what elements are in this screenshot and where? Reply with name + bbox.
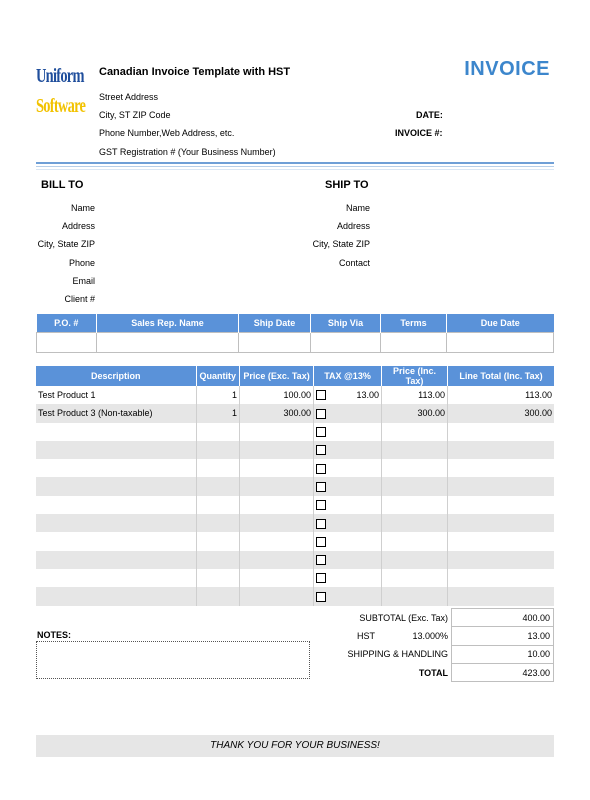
- item-quantity-cell[interactable]: [196, 532, 240, 550]
- item-line-total-cell[interactable]: [448, 477, 554, 495]
- item-price-exc-cell[interactable]: 300.00: [240, 404, 314, 422]
- taxable-checkbox[interactable]: [316, 445, 326, 455]
- item-price-inc-cell[interactable]: [382, 532, 448, 550]
- price-exc-header: Price (Exc. Tax): [240, 366, 314, 386]
- bill-to-heading: BILL TO: [41, 179, 84, 191]
- item-line-total-cell[interactable]: [448, 459, 554, 477]
- item-description-cell[interactable]: [36, 441, 196, 459]
- item-line-total-cell[interactable]: [448, 569, 554, 587]
- taxable-checkbox[interactable]: [316, 592, 326, 602]
- line-total-header: Line Total (Inc. Tax): [448, 366, 554, 386]
- item-price-exc-cell[interactable]: [240, 569, 314, 587]
- item-price-inc-cell[interactable]: [382, 496, 448, 514]
- item-quantity-cell[interactable]: [196, 514, 240, 532]
- item-quantity-cell[interactable]: 1: [196, 386, 240, 404]
- taxable-checkbox[interactable]: [316, 537, 326, 547]
- order-info-table: [36, 314, 554, 353]
- shipping-value[interactable]: 10.00: [452, 645, 554, 663]
- item-description-cell[interactable]: [36, 459, 196, 477]
- notes-label: NOTES:: [37, 630, 72, 640]
- shipping-label: SHIPPING & HANDLING: [347, 649, 448, 660]
- table-row: [36, 477, 554, 495]
- item-quantity-cell[interactable]: [196, 423, 240, 441]
- hst-rate[interactable]: 13.000%: [412, 630, 448, 641]
- item-line-total-cell[interactable]: [448, 514, 554, 532]
- item-tax-cell: [314, 551, 382, 569]
- item-price-inc-cell[interactable]: 300.00: [382, 404, 448, 422]
- item-price-exc-cell[interactable]: [240, 423, 314, 441]
- item-quantity-cell[interactable]: [196, 587, 240, 605]
- table-row: [36, 569, 554, 587]
- item-price-inc-cell[interactable]: [382, 423, 448, 441]
- line-items-table: [36, 366, 554, 606]
- item-price-exc-cell[interactable]: [240, 496, 314, 514]
- notes-field[interactable]: [36, 641, 310, 679]
- taxable-checkbox[interactable]: [316, 573, 326, 583]
- taxable-checkbox[interactable]: [316, 390, 326, 400]
- bill-to-city-label: City, State ZIP: [37, 239, 95, 249]
- sales-rep-header: Sales Rep. Name: [97, 314, 239, 332]
- item-tax-cell: [314, 459, 382, 477]
- item-price-exc-cell[interactable]: [240, 587, 314, 605]
- taxable-checkbox[interactable]: [316, 500, 326, 510]
- terms-header: Terms: [381, 314, 447, 332]
- item-tax-cell: [314, 423, 382, 441]
- item-description-cell[interactable]: [36, 514, 196, 532]
- ship-via-header: Ship Via: [311, 314, 381, 332]
- table-row: [36, 587, 554, 605]
- item-price-inc-cell[interactable]: [382, 459, 448, 477]
- item-description-cell[interactable]: [36, 551, 196, 569]
- hst-value: 13.00: [452, 627, 554, 645]
- table-row: [36, 423, 554, 441]
- taxable-checkbox[interactable]: [316, 555, 326, 565]
- date-label: DATE:: [416, 110, 443, 120]
- ship-to-contact-label: Contact: [338, 258, 370, 268]
- item-price-inc-cell[interactable]: [382, 514, 448, 532]
- table-row: [36, 404, 554, 422]
- item-description-cell[interactable]: Test Product 3 (Non-taxable): [36, 404, 196, 422]
- item-tax-cell: [314, 477, 382, 495]
- item-description-cell[interactable]: [36, 569, 196, 587]
- item-tax-value: 13.00: [356, 389, 380, 400]
- item-price-inc-cell[interactable]: 113.00: [382, 386, 448, 404]
- hst-label: HST: [357, 630, 375, 641]
- item-description-cell[interactable]: Test Product 1: [36, 386, 196, 404]
- due-date-cell[interactable]: [447, 332, 554, 352]
- item-tax-cell: [314, 514, 382, 532]
- item-quantity-cell[interactable]: [196, 551, 240, 569]
- subtotal-label: SUBTOTAL (Exc. Tax): [359, 612, 448, 623]
- item-price-inc-cell[interactable]: [382, 477, 448, 495]
- bill-to-email-label: Email: [72, 276, 95, 286]
- item-tax-cell: [314, 386, 382, 404]
- bill-to-phone-label: Phone: [68, 258, 95, 268]
- item-description-cell[interactable]: [36, 587, 196, 605]
- company-logo: [36, 66, 96, 134]
- total-label: TOTAL: [418, 667, 448, 678]
- table-row: [36, 441, 554, 459]
- item-price-exc-cell[interactable]: [240, 514, 314, 532]
- table-row: [36, 551, 554, 569]
- due-date-header: Due Date: [447, 314, 554, 332]
- item-line-total-cell[interactable]: [448, 423, 554, 441]
- totals-table: [308, 608, 554, 682]
- bill-to-name-label: Name: [70, 203, 95, 213]
- item-price-exc-cell[interactable]: [240, 459, 314, 477]
- item-tax-cell: [314, 587, 382, 605]
- item-description-cell[interactable]: [36, 423, 196, 441]
- table-row: [36, 459, 554, 477]
- item-tax-cell: [314, 404, 382, 422]
- item-line-total-cell[interactable]: [448, 496, 554, 514]
- ship-to-heading: SHIP TO: [325, 179, 369, 191]
- invoice-heading: INVOICE: [464, 58, 550, 80]
- ship-via-cell[interactable]: [311, 332, 381, 352]
- ship-to-name-label: Name: [345, 203, 370, 213]
- invoice-number-label: INVOICE #:: [395, 128, 443, 138]
- table-row: [36, 386, 554, 404]
- ship-to-address-label: Address: [336, 221, 370, 231]
- taxable-checkbox[interactable]: [316, 482, 326, 492]
- item-tax-cell: [314, 441, 382, 459]
- header-divider-3: [36, 169, 554, 170]
- subtotal-value: 400.00: [452, 609, 554, 627]
- item-price-exc-cell[interactable]: [240, 532, 314, 550]
- item-description-cell[interactable]: [36, 496, 196, 514]
- item-quantity-cell[interactable]: [196, 441, 240, 459]
- bill-to-client-label: Client #: [64, 294, 95, 304]
- item-price-exc-cell[interactable]: [240, 551, 314, 569]
- item-line-total-cell[interactable]: [448, 587, 554, 605]
- item-tax-cell: [314, 496, 382, 514]
- company-gst: GST Registration # (Your Business Number): [99, 147, 276, 157]
- header-divider: [36, 162, 554, 164]
- item-quantity-cell[interactable]: [196, 477, 240, 495]
- total-value: 423.00: [452, 663, 554, 681]
- item-tax-cell: [314, 569, 382, 587]
- thank-you-footer: THANK YOU FOR YOUR BUSINESS!: [36, 735, 554, 757]
- document-title: Canadian Invoice Template with HST: [99, 66, 291, 78]
- bill-to-address-label: Address: [61, 221, 95, 231]
- table-row: [36, 532, 554, 550]
- taxable-checkbox[interactable]: [316, 427, 326, 437]
- logo-line-1: Uniform: [36, 65, 84, 87]
- company-city: City, ST ZIP Code: [99, 110, 171, 120]
- terms-cell[interactable]: [381, 332, 447, 352]
- item-price-exc-cell[interactable]: 100.00: [240, 386, 314, 404]
- item-line-total-cell[interactable]: [448, 532, 554, 550]
- price-inc-header: Price (Inc. Tax): [382, 366, 448, 386]
- item-quantity-cell[interactable]: 1: [196, 404, 240, 422]
- po-cell[interactable]: [37, 332, 97, 352]
- table-row: [36, 496, 554, 514]
- item-description-cell[interactable]: [36, 477, 196, 495]
- sales-rep-cell[interactable]: [97, 332, 239, 352]
- item-quantity-cell[interactable]: [196, 496, 240, 514]
- ship-date-cell[interactable]: [239, 332, 311, 352]
- quantity-header: Quantity: [196, 366, 240, 386]
- ship-date-header: Ship Date: [239, 314, 311, 332]
- item-price-exc-cell[interactable]: [240, 441, 314, 459]
- table-row: [36, 514, 554, 532]
- item-description-cell[interactable]: [36, 532, 196, 550]
- taxable-checkbox[interactable]: [316, 519, 326, 529]
- item-price-inc-cell[interactable]: [382, 569, 448, 587]
- item-line-total-cell[interactable]: [448, 441, 554, 459]
- item-quantity-cell[interactable]: [196, 459, 240, 477]
- item-price-inc-cell[interactable]: [382, 587, 448, 605]
- item-quantity-cell[interactable]: [196, 569, 240, 587]
- item-line-total-cell[interactable]: 300.00: [448, 404, 554, 422]
- header-divider-2: [36, 166, 554, 167]
- item-line-total-cell[interactable]: [448, 551, 554, 569]
- company-contact: Phone Number,Web Address, etc.: [99, 128, 235, 138]
- item-line-total-cell[interactable]: 113.00: [448, 386, 554, 404]
- item-price-inc-cell[interactable]: [382, 441, 448, 459]
- logo-line-2: Software: [36, 95, 86, 117]
- item-price-exc-cell[interactable]: [240, 477, 314, 495]
- item-tax-cell: [314, 532, 382, 550]
- po-header: P.O. #: [37, 314, 97, 332]
- ship-to-city-label: City, State ZIP: [312, 239, 370, 249]
- description-header: Description: [36, 366, 196, 386]
- taxable-checkbox[interactable]: [316, 464, 326, 474]
- tax-header: TAX @13%: [314, 366, 382, 386]
- taxable-checkbox[interactable]: [316, 409, 326, 419]
- company-street: Street Address: [99, 92, 159, 102]
- item-price-inc-cell[interactable]: [382, 551, 448, 569]
